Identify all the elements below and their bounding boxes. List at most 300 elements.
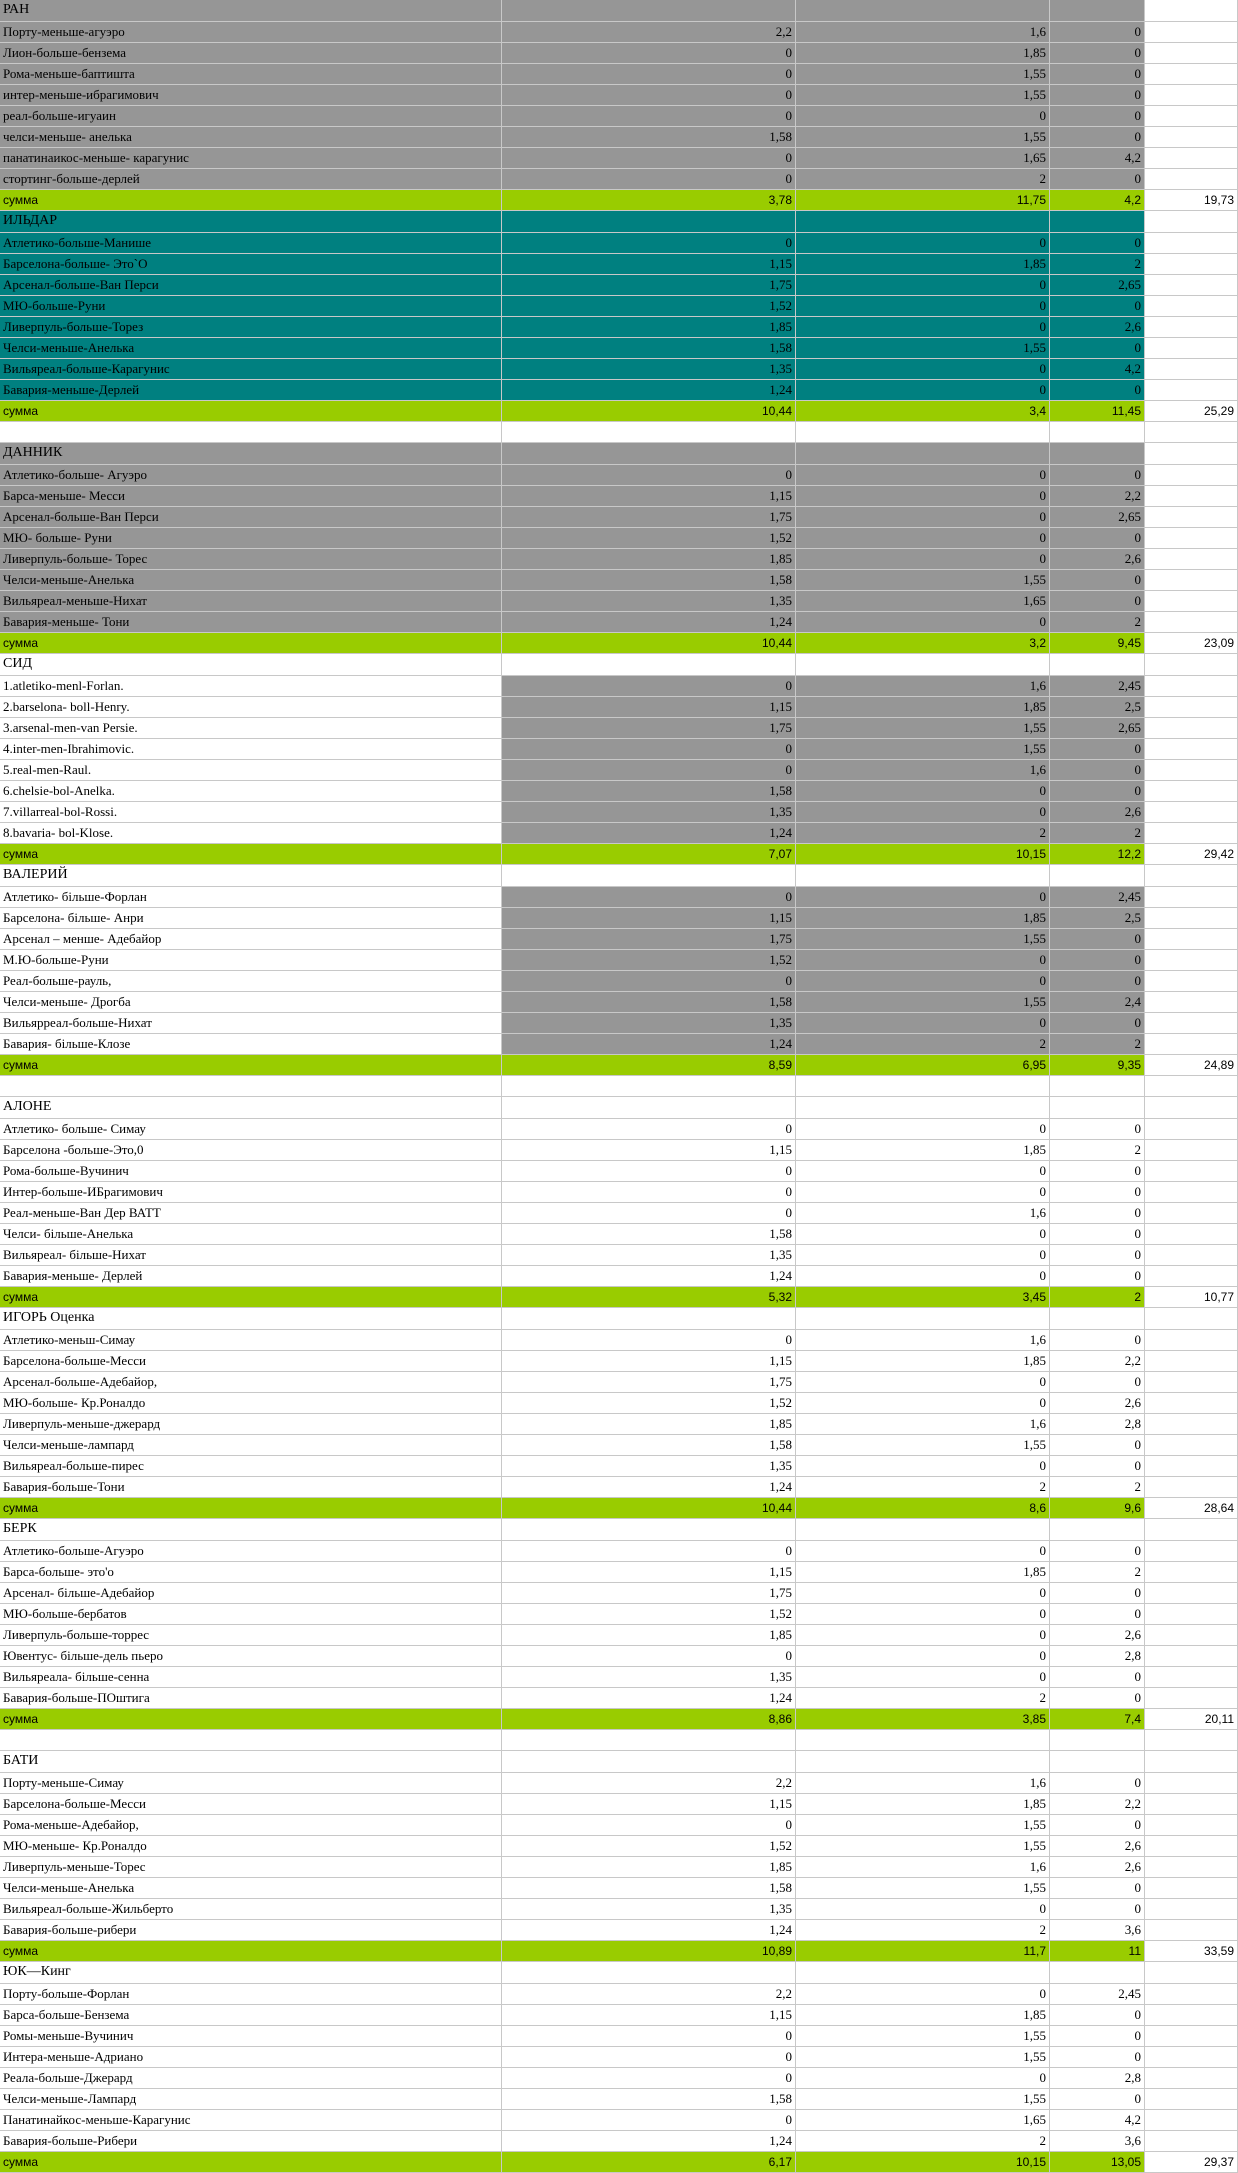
sum-label[interactable]: сумма — [0, 1941, 502, 1961]
total-cell[interactable] — [1145, 169, 1238, 189]
empty-cell[interactable] — [1050, 1730, 1145, 1750]
total-cell[interactable] — [1145, 908, 1238, 928]
value-cell-1[interactable]: 1,15 — [502, 1140, 796, 1160]
value-cell-3[interactable]: 0 — [1050, 1456, 1145, 1476]
value-cell-2[interactable]: 1,6 — [796, 1203, 1050, 1223]
bet-cell[interactable]: Рома-меньше-Адебайор, — [0, 1815, 502, 1835]
empty-cell[interactable] — [502, 422, 796, 442]
value-cell-3[interactable]: 0 — [1050, 127, 1145, 147]
value-cell-3[interactable]: 2,45 — [1050, 1984, 1145, 2004]
value-cell-3[interactable]: 2,6 — [1050, 1393, 1145, 1413]
value-cell-2[interactable]: 0 — [796, 359, 1050, 379]
value-cell-1[interactable]: 2,2 — [502, 22, 796, 42]
value-cell-1[interactable]: 1,52 — [502, 1393, 796, 1413]
total-cell[interactable] — [1145, 1372, 1238, 1392]
total-cell[interactable] — [1145, 465, 1238, 485]
value-cell-1[interactable]: 1,85 — [502, 549, 796, 569]
value-cell-1[interactable]: 1,24 — [502, 1688, 796, 1708]
value-cell-1[interactable]: 1,58 — [502, 781, 796, 801]
header-cell[interactable] — [1145, 1962, 1238, 1983]
bet-cell[interactable]: 8.bavaria- bol-Klose. — [0, 823, 502, 843]
value-cell-1[interactable]: 1,35 — [502, 802, 796, 822]
value-cell-3[interactable]: 4,2 — [1050, 148, 1145, 168]
total-cell[interactable] — [1145, 802, 1238, 822]
empty-cell[interactable] — [1145, 1730, 1238, 1750]
value-cell-1[interactable]: 1,35 — [502, 591, 796, 611]
value-cell-3[interactable]: 4,2 — [1050, 2110, 1145, 2130]
value-cell-2[interactable]: 0 — [796, 1245, 1050, 1265]
bet-cell[interactable]: Атлетико-больше-Манише — [0, 233, 502, 253]
value-cell-1[interactable]: 1,35 — [502, 1456, 796, 1476]
sum-total[interactable]: 10,77 — [1145, 1287, 1238, 1307]
section-title[interactable]: СИД — [0, 654, 502, 675]
value-cell-1[interactable]: 1,75 — [502, 1372, 796, 1392]
value-cell-3[interactable]: 2,6 — [1050, 1625, 1145, 1645]
total-cell[interactable] — [1145, 486, 1238, 506]
value-cell-3[interactable]: 2 — [1050, 1477, 1145, 1497]
total-cell[interactable] — [1145, 697, 1238, 717]
value-cell-3[interactable]: 0 — [1050, 739, 1145, 759]
bet-cell[interactable]: Бавария- більше-Клозе — [0, 1034, 502, 1054]
bet-cell[interactable]: 2.barselona- boll-Henry. — [0, 697, 502, 717]
value-cell-2[interactable]: 1,85 — [796, 254, 1050, 274]
value-cell-1[interactable]: 1,58 — [502, 338, 796, 358]
value-cell-3[interactable]: 2,2 — [1050, 1794, 1145, 1814]
bet-cell[interactable]: Рома-больше-Вучинич — [0, 1161, 502, 1181]
header-cell[interactable] — [1050, 1751, 1145, 1772]
value-cell-2[interactable]: 1,65 — [796, 591, 1050, 611]
empty-cell[interactable] — [0, 1076, 502, 1096]
value-cell-1[interactable]: 0 — [502, 465, 796, 485]
value-cell-2[interactable]: 0 — [796, 1161, 1050, 1181]
value-cell-1[interactable]: 0 — [502, 2047, 796, 2067]
value-cell-2[interactable]: 0 — [796, 1393, 1050, 1413]
bet-cell[interactable]: Бавария-больше-Рибери — [0, 2131, 502, 2151]
bet-cell[interactable]: Барса-больше-Бензема — [0, 2005, 502, 2025]
value-cell-2[interactable]: 1,55 — [796, 1815, 1050, 1835]
sum-label[interactable]: сумма — [0, 1287, 502, 1307]
value-cell-1[interactable]: 1,35 — [502, 359, 796, 379]
value-cell-3[interactable]: 0 — [1050, 1688, 1145, 1708]
value-cell-2[interactable]: 1,6 — [796, 1330, 1050, 1350]
value-cell-3[interactable]: 2,6 — [1050, 1836, 1145, 1856]
value-cell-1[interactable]: 0 — [502, 1646, 796, 1666]
value-cell-3[interactable]: 0 — [1050, 380, 1145, 400]
sum-value-1[interactable]: 8,86 — [502, 1709, 796, 1729]
total-cell[interactable] — [1145, 1583, 1238, 1603]
value-cell-2[interactable]: 1,85 — [796, 908, 1050, 928]
sum-value-1[interactable]: 8,59 — [502, 1055, 796, 1075]
sum-total[interactable]: 23,09 — [1145, 633, 1238, 653]
value-cell-1[interactable]: 1,24 — [502, 823, 796, 843]
value-cell-3[interactable]: 0 — [1050, 1372, 1145, 1392]
value-cell-3[interactable]: 0 — [1050, 169, 1145, 189]
header-cell[interactable] — [502, 865, 796, 886]
header-cell[interactable] — [502, 1097, 796, 1118]
header-cell[interactable] — [502, 1751, 796, 1772]
total-cell[interactable] — [1145, 359, 1238, 379]
sum-label[interactable]: сумма — [0, 1709, 502, 1729]
header-cell[interactable] — [796, 211, 1050, 232]
header-cell[interactable] — [1050, 211, 1145, 232]
value-cell-2[interactable]: 1,85 — [796, 1794, 1050, 1814]
value-cell-2[interactable]: 1,55 — [796, 718, 1050, 738]
bet-cell[interactable]: Лион-больше-бензема — [0, 43, 502, 63]
value-cell-1[interactable]: 1,15 — [502, 2005, 796, 2025]
value-cell-2[interactable]: 0 — [796, 106, 1050, 126]
value-cell-1[interactable]: 1,58 — [502, 1878, 796, 1898]
header-cell[interactable] — [796, 0, 1050, 21]
value-cell-1[interactable]: 1,15 — [502, 1794, 796, 1814]
header-cell[interactable] — [796, 1962, 1050, 1983]
value-cell-3[interactable]: 0 — [1050, 465, 1145, 485]
value-cell-3[interactable]: 2,65 — [1050, 275, 1145, 295]
header-cell[interactable] — [502, 1962, 796, 1983]
sum-value-3[interactable]: 9,6 — [1050, 1498, 1145, 1518]
value-cell-1[interactable]: 0 — [502, 233, 796, 253]
value-cell-3[interactable]: 2,45 — [1050, 676, 1145, 696]
value-cell-2[interactable]: 1,6 — [796, 1773, 1050, 1793]
value-cell-3[interactable]: 0 — [1050, 1203, 1145, 1223]
header-cell[interactable] — [1050, 1962, 1145, 1983]
value-cell-1[interactable]: 1,58 — [502, 127, 796, 147]
value-cell-1[interactable]: 1,75 — [502, 718, 796, 738]
value-cell-1[interactable]: 1,15 — [502, 1562, 796, 1582]
header-cell[interactable] — [502, 1519, 796, 1540]
header-cell[interactable] — [1050, 1308, 1145, 1329]
value-cell-1[interactable]: 1,35 — [502, 1245, 796, 1265]
total-cell[interactable] — [1145, 1562, 1238, 1582]
bet-cell[interactable]: Бавария-больше-рибери — [0, 1920, 502, 1940]
total-cell[interactable] — [1145, 296, 1238, 316]
total-cell[interactable] — [1145, 591, 1238, 611]
header-cell[interactable] — [1145, 654, 1238, 675]
value-cell-3[interactable]: 0 — [1050, 296, 1145, 316]
bet-cell[interactable]: Барселона-больше- Это`О — [0, 254, 502, 274]
value-cell-1[interactable]: 0 — [502, 85, 796, 105]
sum-value-3[interactable]: 11 — [1050, 1941, 1145, 1961]
value-cell-3[interactable]: 0 — [1050, 1435, 1145, 1455]
value-cell-3[interactable]: 2,8 — [1050, 1646, 1145, 1666]
value-cell-3[interactable]: 2,65 — [1050, 718, 1145, 738]
header-cell[interactable] — [1050, 865, 1145, 886]
section-title[interactable]: ЮК—Кинг — [0, 1962, 502, 1983]
value-cell-3[interactable]: 2,5 — [1050, 908, 1145, 928]
bet-cell[interactable]: Челси-меньше- Дрогба — [0, 992, 502, 1012]
value-cell-1[interactable]: 1,75 — [502, 929, 796, 949]
value-cell-1[interactable]: 1,52 — [502, 296, 796, 316]
bet-cell[interactable]: 7.villarreal-bol-Rossi. — [0, 802, 502, 822]
bet-cell[interactable]: Реал-больше-рауль, — [0, 971, 502, 991]
bet-cell[interactable]: Ювентус- більше-дель пьеро — [0, 1646, 502, 1666]
value-cell-3[interactable]: 2 — [1050, 1034, 1145, 1054]
value-cell-2[interactable]: 1,6 — [796, 676, 1050, 696]
sum-value-3[interactable]: 13,05 — [1050, 2152, 1145, 2172]
value-cell-1[interactable]: 0 — [502, 1815, 796, 1835]
bet-cell[interactable]: Вильяреал-больше-Жильберто — [0, 1899, 502, 1919]
value-cell-3[interactable]: 0 — [1050, 1541, 1145, 1561]
bet-cell[interactable]: Ливерпуль-больше- Торес — [0, 549, 502, 569]
value-cell-2[interactable]: 0 — [796, 486, 1050, 506]
value-cell-3[interactable]: 0 — [1050, 1182, 1145, 1202]
value-cell-1[interactable]: 0 — [502, 106, 796, 126]
value-cell-1[interactable]: 1,85 — [502, 1414, 796, 1434]
value-cell-1[interactable]: 1,24 — [502, 1266, 796, 1286]
bet-cell[interactable]: Порту-больше-Форлан — [0, 1984, 502, 2004]
value-cell-3[interactable]: 3,6 — [1050, 2131, 1145, 2151]
sum-value-2[interactable]: 11,75 — [796, 190, 1050, 210]
header-cell[interactable] — [502, 0, 796, 21]
header-cell[interactable] — [1050, 443, 1145, 464]
value-cell-3[interactable]: 2 — [1050, 254, 1145, 274]
value-cell-2[interactable]: 1,55 — [796, 85, 1050, 105]
sum-total[interactable]: 25,29 — [1145, 401, 1238, 421]
value-cell-2[interactable]: 1,55 — [796, 2047, 1050, 2067]
value-cell-3[interactable]: 0 — [1050, 1119, 1145, 1139]
section-title[interactable]: БЕРК — [0, 1519, 502, 1540]
value-cell-3[interactable]: 0 — [1050, 1899, 1145, 1919]
value-cell-2[interactable]: 0 — [796, 971, 1050, 991]
bet-cell[interactable]: Реал-меньше-Ван Дер ВАТТ — [0, 1203, 502, 1223]
value-cell-3[interactable]: 0 — [1050, 1878, 1145, 1898]
sum-value-3[interactable]: 7,4 — [1050, 1709, 1145, 1729]
value-cell-3[interactable]: 0 — [1050, 85, 1145, 105]
value-cell-3[interactable]: 0 — [1050, 1604, 1145, 1624]
value-cell-2[interactable]: 1,55 — [796, 127, 1050, 147]
value-cell-1[interactable]: 1,58 — [502, 992, 796, 1012]
value-cell-3[interactable]: 0 — [1050, 971, 1145, 991]
sum-value-2[interactable]: 8,6 — [796, 1498, 1050, 1518]
sum-value-1[interactable]: 10,44 — [502, 401, 796, 421]
value-cell-1[interactable]: 0 — [502, 1182, 796, 1202]
value-cell-3[interactable]: 0 — [1050, 591, 1145, 611]
total-cell[interactable] — [1145, 1393, 1238, 1413]
section-title[interactable]: БАТИ — [0, 1751, 502, 1772]
total-cell[interactable] — [1145, 2026, 1238, 2046]
value-cell-2[interactable]: 1,55 — [796, 2026, 1050, 2046]
value-cell-3[interactable]: 0 — [1050, 1013, 1145, 1033]
total-cell[interactable] — [1145, 1034, 1238, 1054]
value-cell-3[interactable]: 2,6 — [1050, 549, 1145, 569]
bet-cell[interactable]: Челси-меньше-лампард — [0, 1435, 502, 1455]
header-cell[interactable] — [796, 1097, 1050, 1118]
value-cell-1[interactable]: 0 — [502, 2068, 796, 2088]
value-cell-3[interactable]: 2,2 — [1050, 486, 1145, 506]
sum-value-1[interactable]: 10,89 — [502, 1941, 796, 1961]
value-cell-3[interactable]: 2,5 — [1050, 697, 1145, 717]
total-cell[interactable] — [1145, 1688, 1238, 1708]
value-cell-1[interactable]: 1,15 — [502, 486, 796, 506]
bet-cell[interactable]: Челси-меньше-Лампард — [0, 2089, 502, 2109]
sum-value-3[interactable]: 12,2 — [1050, 844, 1145, 864]
value-cell-1[interactable]: 1,24 — [502, 1034, 796, 1054]
value-cell-2[interactable]: 1,55 — [796, 1836, 1050, 1856]
sum-value-1[interactable]: 7,07 — [502, 844, 796, 864]
bet-cell[interactable]: Барселона-больше-Месси — [0, 1794, 502, 1814]
total-cell[interactable] — [1145, 1604, 1238, 1624]
value-cell-2[interactable]: 0 — [796, 2068, 1050, 2088]
total-cell[interactable] — [1145, 1203, 1238, 1223]
value-cell-2[interactable]: 1,55 — [796, 1435, 1050, 1455]
bet-cell[interactable]: Арсенал – менше- Адебайор — [0, 929, 502, 949]
total-cell[interactable] — [1145, 2089, 1238, 2109]
bet-cell[interactable]: Вильяреал-больше-Карагунис — [0, 359, 502, 379]
value-cell-3[interactable]: 2,4 — [1050, 992, 1145, 1012]
total-cell[interactable] — [1145, 2068, 1238, 2088]
sum-value-1[interactable]: 10,44 — [502, 633, 796, 653]
total-cell[interactable] — [1145, 2047, 1238, 2067]
value-cell-2[interactable]: 2 — [796, 823, 1050, 843]
value-cell-1[interactable]: 1,24 — [502, 1477, 796, 1497]
sum-value-1[interactable]: 6,17 — [502, 2152, 796, 2172]
value-cell-3[interactable]: 2,6 — [1050, 802, 1145, 822]
total-cell[interactable] — [1145, 570, 1238, 590]
empty-cell[interactable] — [796, 1076, 1050, 1096]
header-cell[interactable] — [1145, 443, 1238, 464]
bet-cell[interactable]: 1.atletiko-menl-Forlan. — [0, 676, 502, 696]
bet-cell[interactable]: Арсенал- більше-Адебайор — [0, 1583, 502, 1603]
bet-cell[interactable]: Интера-меньше-Адриано — [0, 2047, 502, 2067]
value-cell-2[interactable]: 0 — [796, 528, 1050, 548]
value-cell-1[interactable]: 1,35 — [502, 1667, 796, 1687]
value-cell-3[interactable]: 0 — [1050, 1667, 1145, 1687]
total-cell[interactable] — [1145, 1984, 1238, 2004]
value-cell-2[interactable]: 0 — [796, 1541, 1050, 1561]
section-title[interactable]: ВАЛЕРИЙ — [0, 865, 502, 886]
total-cell[interactable] — [1145, 1414, 1238, 1434]
value-cell-1[interactable]: 1,15 — [502, 697, 796, 717]
value-cell-2[interactable]: 1,85 — [796, 1140, 1050, 1160]
total-cell[interactable] — [1145, 1224, 1238, 1244]
value-cell-1[interactable]: 0 — [502, 2026, 796, 2046]
value-cell-1[interactable]: 0 — [502, 2110, 796, 2130]
total-cell[interactable] — [1145, 887, 1238, 907]
total-cell[interactable] — [1145, 233, 1238, 253]
value-cell-2[interactable]: 2 — [796, 1688, 1050, 1708]
value-cell-1[interactable]: 0 — [502, 43, 796, 63]
value-cell-2[interactable]: 1,85 — [796, 697, 1050, 717]
value-cell-2[interactable]: 2 — [796, 1920, 1050, 1940]
value-cell-2[interactable]: 1,55 — [796, 929, 1050, 949]
header-cell[interactable] — [1050, 1097, 1145, 1118]
total-cell[interactable] — [1145, 1773, 1238, 1793]
value-cell-1[interactable]: 1,58 — [502, 1224, 796, 1244]
total-cell[interactable] — [1145, 549, 1238, 569]
value-cell-3[interactable]: 0 — [1050, 22, 1145, 42]
value-cell-3[interactable]: 0 — [1050, 2089, 1145, 2109]
total-cell[interactable] — [1145, 507, 1238, 527]
total-cell[interactable] — [1145, 1836, 1238, 1856]
value-cell-3[interactable]: 0 — [1050, 528, 1145, 548]
value-cell-2[interactable]: 1,85 — [796, 1351, 1050, 1371]
header-cell[interactable] — [796, 443, 1050, 464]
value-cell-2[interactable]: 1,6 — [796, 1414, 1050, 1434]
total-cell[interactable] — [1145, 760, 1238, 780]
value-cell-3[interactable]: 0 — [1050, 1330, 1145, 1350]
total-cell[interactable] — [1145, 1815, 1238, 1835]
value-cell-2[interactable]: 2 — [796, 169, 1050, 189]
bet-cell[interactable]: Барселона-больше-Месси — [0, 1351, 502, 1371]
value-cell-2[interactable]: 0 — [796, 1583, 1050, 1603]
total-cell[interactable] — [1145, 338, 1238, 358]
sum-total[interactable]: 28,64 — [1145, 1498, 1238, 1518]
value-cell-3[interactable]: 2 — [1050, 612, 1145, 632]
total-cell[interactable] — [1145, 85, 1238, 105]
section-title[interactable]: ДАННИК — [0, 443, 502, 464]
sum-label[interactable]: сумма — [0, 401, 502, 421]
total-cell[interactable] — [1145, 148, 1238, 168]
value-cell-3[interactable]: 2,45 — [1050, 887, 1145, 907]
empty-cell[interactable] — [1050, 422, 1145, 442]
value-cell-2[interactable]: 0 — [796, 612, 1050, 632]
empty-cell[interactable] — [0, 1730, 502, 1750]
total-cell[interactable] — [1145, 950, 1238, 970]
total-cell[interactable] — [1145, 1899, 1238, 1919]
bet-cell[interactable]: Ливерпуль-больше-Торез — [0, 317, 502, 337]
section-title[interactable]: ИЛЬДАР — [0, 211, 502, 232]
sum-label[interactable]: сумма — [0, 190, 502, 210]
sum-value-2[interactable]: 3,45 — [796, 1287, 1050, 1307]
bet-cell[interactable]: Барселона -больше-Это,0 — [0, 1140, 502, 1160]
value-cell-3[interactable]: 0 — [1050, 1161, 1145, 1181]
total-cell[interactable] — [1145, 64, 1238, 84]
value-cell-3[interactable]: 2,2 — [1050, 1351, 1145, 1371]
bet-cell[interactable]: Порту-меньше-Симау — [0, 1773, 502, 1793]
section-title[interactable]: АЛОНЕ — [0, 1097, 502, 1118]
bet-cell[interactable]: Атлетико- більше-Форлан — [0, 887, 502, 907]
value-cell-2[interactable]: 1,55 — [796, 992, 1050, 1012]
value-cell-1[interactable]: 0 — [502, 887, 796, 907]
value-cell-1[interactable]: 1,85 — [502, 1857, 796, 1877]
total-cell[interactable] — [1145, 1351, 1238, 1371]
sum-value-2[interactable]: 3,4 — [796, 401, 1050, 421]
value-cell-1[interactable]: 1,24 — [502, 1920, 796, 1940]
bet-cell[interactable]: МЮ-больше-бербатов — [0, 1604, 502, 1624]
total-cell[interactable] — [1145, 992, 1238, 1012]
header-cell[interactable] — [1145, 1519, 1238, 1540]
value-cell-2[interactable]: 1,55 — [796, 64, 1050, 84]
value-cell-2[interactable]: 1,55 — [796, 1878, 1050, 1898]
section-title[interactable]: ИГОРЬ Оценка — [0, 1308, 502, 1329]
total-cell[interactable] — [1145, 1330, 1238, 1350]
sum-value-2[interactable]: 11,7 — [796, 1941, 1050, 1961]
sum-value-3[interactable]: 2 — [1050, 1287, 1145, 1307]
value-cell-2[interactable]: 1,85 — [796, 1562, 1050, 1582]
value-cell-1[interactable]: 1,24 — [502, 612, 796, 632]
value-cell-3[interactable]: 2,8 — [1050, 2068, 1145, 2088]
sum-label[interactable]: сумма — [0, 1055, 502, 1075]
value-cell-3[interactable]: 2,6 — [1050, 317, 1145, 337]
total-cell[interactable] — [1145, 43, 1238, 63]
total-cell[interactable] — [1145, 1182, 1238, 1202]
value-cell-2[interactable]: 1,6 — [796, 1857, 1050, 1877]
bet-cell[interactable]: Рома-меньше-баптишта — [0, 64, 502, 84]
total-cell[interactable] — [1145, 612, 1238, 632]
value-cell-2[interactable]: 0 — [796, 296, 1050, 316]
header-cell[interactable] — [502, 211, 796, 232]
value-cell-3[interactable]: 3,6 — [1050, 1920, 1145, 1940]
bet-cell[interactable]: панатинаикос-меньше- карагунис — [0, 148, 502, 168]
value-cell-3[interactable]: 4,2 — [1050, 359, 1145, 379]
bet-cell[interactable]: 3.arsenal-men-van Persie. — [0, 718, 502, 738]
sum-label[interactable]: сумма — [0, 1498, 502, 1518]
empty-cell[interactable] — [1050, 1076, 1145, 1096]
value-cell-1[interactable]: 1,58 — [502, 2089, 796, 2109]
bet-cell[interactable]: Интер-больше-ИБрагимович — [0, 1182, 502, 1202]
value-cell-3[interactable]: 0 — [1050, 2026, 1145, 2046]
total-cell[interactable] — [1145, 739, 1238, 759]
value-cell-1[interactable]: 1,52 — [502, 528, 796, 548]
